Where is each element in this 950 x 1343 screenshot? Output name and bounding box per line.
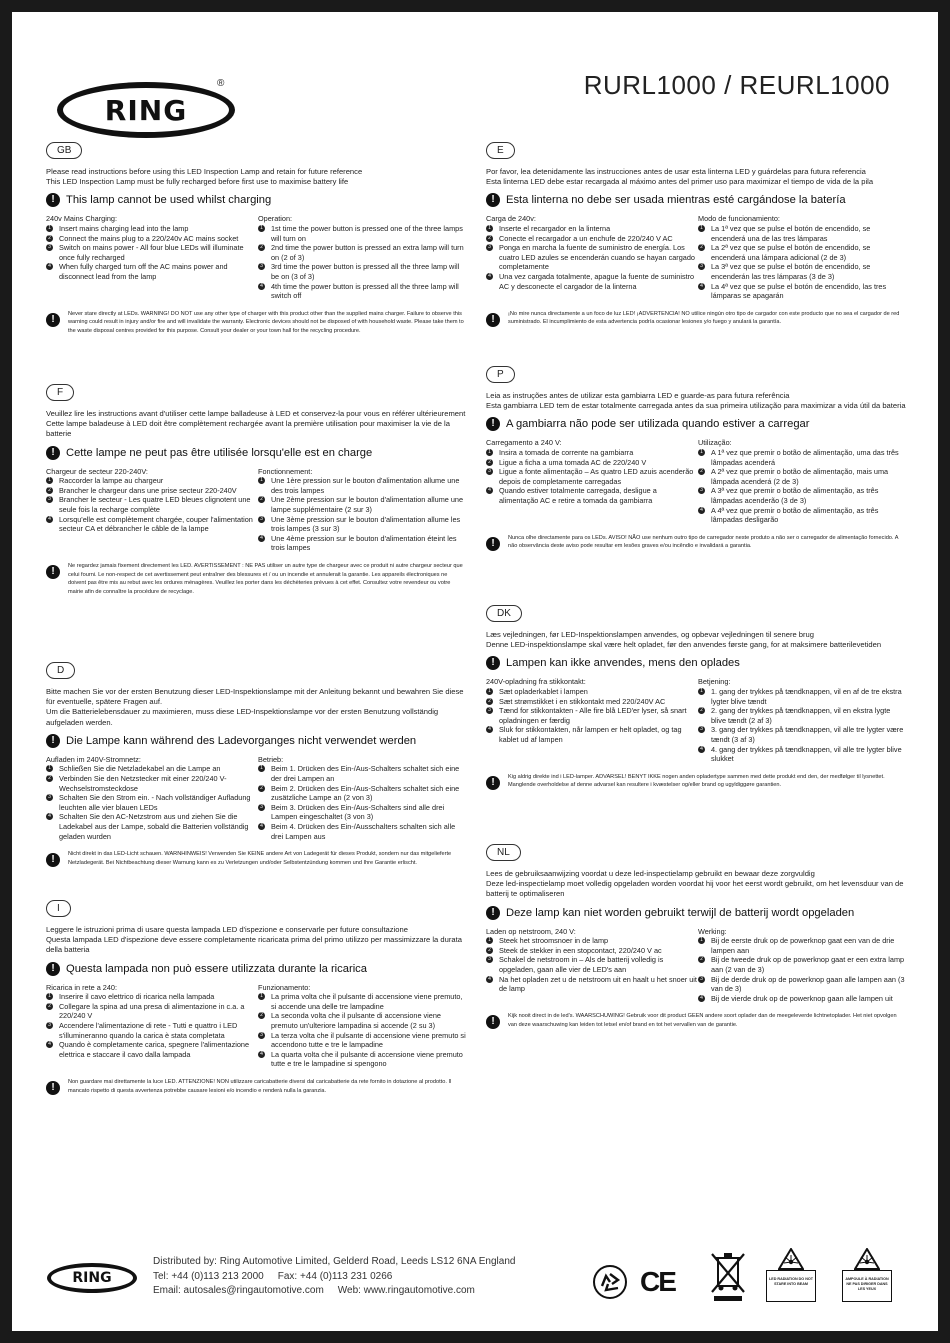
list-item: 2 Sæt strømstikket i en stikkontakt med 220/240V AC	[486, 697, 698, 707]
list-item: 4 Sluk for stikkontakten, når lampen er helt opladet, og tag kablet ud af lampen	[486, 725, 698, 744]
warning-heading: ! Lampen kan ikke anvendes, mens den oplades	[486, 656, 906, 670]
safety-note: ! Non guardare mai direttamente la luce LED. ATTENZIONE! NON utilizzare caricabatterie diversi dal caricabatterie da rete fornito in dotazione al prodotto. Il mancato rispetto di questa avvertenza potrebbe causare lesioni e/o incendio e renderà nulla la garanzia.	[46, 1078, 466, 1095]
list-item: 3 Switch on mains power - All four blue LEDs will illuminate once fully recharged	[46, 243, 258, 262]
ce-mark: CE	[640, 1266, 675, 1297]
list-item: 1 Insert mains charging lead into the lamp	[46, 224, 258, 234]
intro-line: Esta linterna LED debe estar recargada al máximo antes del primer uso para maximizar el tiempo de vida de la pila	[486, 177, 874, 187]
intro-text	[486, 869, 906, 900]
list-item: 2 Une 2ème pression sur le bouton d'alimentation allume une lampe supplémentaire (2 sur 3)	[258, 495, 466, 514]
list-item: 2 Verbinden Sie den Netzstecker mit einer 220/240 V-Wechselstromsteckdose	[46, 774, 258, 793]
section-dk	[486, 603, 906, 790]
language-tag: NL	[486, 844, 521, 861]
exclamation-icon: !	[486, 417, 500, 431]
list-item: 1 Steek het stroomsnoer in de lamp	[486, 936, 698, 946]
list-item: 2 Connect the mains plug to a 220/240v AC mains socket	[46, 234, 258, 244]
warning-heading: ! Die Lampe kann während des Ladevorganges nicht verwendet werden	[46, 734, 466, 748]
operation-title: Utilização:	[698, 438, 732, 448]
list-item: 1 Bij de eerste druk op de powerknop gaat een van de drie lampen aan	[698, 936, 906, 955]
operation-title: Modo de funcionamiento:	[698, 214, 780, 224]
exclamation-icon: !	[486, 537, 500, 551]
list-item: 4 Na het opladen zet u de netstroom uit en haalt u het snoer uit de lamp	[486, 975, 698, 994]
charging-title: 240V-opladning fra stikkontakt:	[486, 677, 586, 687]
operation-instructions	[698, 927, 906, 1004]
list-item: 4 Lorsqu'elle est complètement chargée, couper l'alimentation secteur CA et débrancher le câble de la lampe	[46, 515, 258, 534]
language-tag: P	[486, 366, 515, 383]
operation-title: Funzionamento:	[258, 982, 311, 992]
list-item: 1 1st time the power button is pressed one of the three lamps will turn on	[258, 224, 466, 243]
section-e	[486, 140, 906, 327]
list-item: 1 A 1ª vez que premir o botão de alimentação, uma das três lâmpadas acenderá	[698, 448, 906, 467]
list-item: 4 Quando estiver totalmente carregada, desligue a alimentação AC e retire a tomada da gambiarra	[486, 486, 698, 505]
intro-line: Please read instructions before using this LED Inspection Lamp and retain for future reference	[46, 167, 363, 176]
section-nl	[486, 842, 906, 1030]
list-item: 3 Ponga en marcha la fuente de suministro de energía. Los cuatro LED azules se encenderán cuando se hayan cargado completamente	[486, 243, 698, 272]
language-tag: D	[46, 662, 75, 679]
safety-note: ! Never stare directly at LEDs. WARNING! DO NOT use any other type of charger with this product other than the supplied mains charger. Failure to observe this warning could result in injury and/or fire and will invalidate the warranty. Electronic devices should not be disposed of with household waste. Please take them to the waste disposal centres provided for this purpose. Consult your dealer or your town hall for the recycling procedure.	[46, 310, 466, 336]
exclamation-icon: !	[486, 906, 500, 920]
list-item: 1 La prima volta che il pulsante di accensione viene premuto, si accende una delle tre lampadine	[258, 992, 466, 1011]
charging-title: Ricarica in rete a 240:	[46, 982, 117, 992]
registered-mark: ®	[217, 78, 225, 89]
list-item: 3 Schakel de netstroom in – Als de batterij volledig is opgeladen, gaan alle vier de LED's aan	[486, 955, 698, 974]
list-item: 2 2. gang der trykkes på tændknappen, vil en ekstra lygte blive tændt (2 af 3)	[698, 706, 906, 725]
list-item: 4 4th time the power button is pressed all the three lamp will switch off	[258, 282, 466, 301]
list-item: 1 Une 1ère pression sur le bouton d'alimentation allume une des trois lampes	[258, 476, 466, 495]
exclamation-icon: !	[46, 1081, 60, 1095]
list-item: 2 2nd time the power button is pressed an extra lamp will turn on (2 of 3)	[258, 243, 466, 262]
intro-line: Por favor, lea detenidamente las instrucciones antes de usar esta linterna LED y guárdelas para futura referencia	[486, 167, 866, 176]
charging-title: 240v Mains Charging:	[46, 214, 117, 224]
charging-title: Chargeur de secteur 220-240V:	[46, 466, 148, 476]
list-item: 3 3rd time the power button is pressed all the three lamp will be on (3 of 3)	[258, 262, 466, 281]
operation-title: Betrieb:	[258, 754, 284, 764]
list-item: 4 Une 4ème pression sur le bouton d'alimentation éteint les trois lampes	[258, 534, 466, 553]
list-item: 2 A 2ª vez que premir o botão de alimentação, mais uma lâmpada acenderá (2 de 3)	[698, 467, 906, 486]
list-item: 3 Bij de derde druk op de powerknop gaan alle lampen aan (3 van de 3)	[698, 975, 906, 994]
laser-warning-label-2: AMPOULE À RADIATION NE PAS DIRIGER DANS LES YEUX	[840, 1248, 894, 1304]
list-item: 3 Beim 3. Drücken des Ein-/Aus-Schalters sind alle drei Lampen eingeschaltet (3 von 3)	[258, 803, 466, 822]
intro-line: Deze led-inspectielamp moet volledig opgeladen worden voordat hij voor het eerst wordt gebruikt, om het levensduur van de batterij te optimaliseren	[486, 879, 904, 899]
operation-instructions	[698, 677, 906, 763]
intro-line: Cette lampe baladeuse à LED doit être complètement rechargée avant la première utilisation pour maximiser la vie de la batterie	[46, 419, 450, 439]
charging-instructions	[486, 927, 698, 1004]
list-item: 3 Brancher le secteur - Les quatre LED bleues clignotent une seule fois la recharge complète	[46, 495, 258, 514]
intro-text	[486, 630, 906, 650]
operation-instructions	[258, 983, 466, 1069]
operation-instructions	[258, 467, 466, 553]
intro-line: Veuillez lire les instructions avant d'utiliser cette lampe balladeuse à LED et conservez-la pour vous en référer ultérieurement	[46, 409, 466, 418]
intro-text	[46, 687, 466, 728]
language-tag: I	[46, 900, 71, 917]
tel: Tel: +44 (0)113 213 2000	[153, 1270, 264, 1282]
list-item: 2 La 2ª vez que se pulse el botón de encendido, se encenderá una lámpara adicional (2 de 3)	[698, 243, 906, 262]
list-item: 3 3. gang der trykkes på tændknappen, vil alle tre lygter være tændt (3 af 3)	[698, 725, 906, 744]
list-item: 2 Brancher le chargeur dans une prise secteur 220-240V	[46, 486, 258, 496]
list-item: 1 Schließen Sie die Netzladekabel an die Lampe an	[46, 764, 258, 774]
language-tag: GB	[46, 142, 82, 159]
list-item: 4 Schalten Sie den AC-Netzstrom aus und ziehen Sie die Ladekabel aus der Lampe, sobald die Batterien vollständig geladen wurden	[46, 812, 258, 841]
model-title: RURL1000 / REURL1000	[583, 70, 890, 100]
exclamation-icon: !	[46, 446, 60, 460]
list-item: 3 Tænd for stikkontakten - Alle fire blå LED'er lyser, så snart opladningen er færdig	[486, 706, 698, 725]
list-item: 2 Collegare la spina ad una presa di alimentazione in c.a. a 220/240 V	[46, 1002, 258, 1021]
operation-instructions	[258, 214, 466, 300]
list-item: 3 La terza volta che il pulsante di accensione viene premuto si accendono tutte e tre le lampadine	[258, 1031, 466, 1050]
language-tag: F	[46, 384, 74, 401]
recycling-icon	[592, 1264, 628, 1300]
exclamation-icon: !	[486, 1015, 500, 1029]
intro-line: Læs vejledningen, før LED-Inspektionslampen anvendes, og opbevar vejledningen til senere brug	[486, 630, 814, 639]
list-item: 1 Insira a tomada de corrente na gambiarra	[486, 448, 698, 458]
section-i	[46, 898, 466, 1095]
intro-line: Leggere le istruzioni prima di usare questa lampada LED d'ispezione e conservarle per future consultazione	[46, 925, 408, 934]
web: Web: www.ringautomotive.com	[337, 1285, 475, 1296]
contact-block	[153, 1255, 515, 1299]
language-tag: E	[486, 142, 515, 159]
list-item: 2 Beim 2. Drücken des Ein-/Aus-Schalters schaltet sich eine zusätzliche Lampe an (2 von 3)	[258, 784, 466, 803]
section-p	[486, 364, 906, 551]
list-item: 4 Quando è completamente carica, spegnere l'alimentazione elettrica e staccare il cavo dalla lampada	[46, 1040, 258, 1059]
operation-instructions	[698, 214, 906, 300]
list-item: 1 La 1ª vez que se pulse el botón de encendido, se encenderá una de las tres lámparas	[698, 224, 906, 243]
list-item: 3 A 3ª vez que premir o botão de alimentação, as três lâmpadas acenderão (3 de 3)	[698, 486, 906, 505]
list-item: 4 Beim 4. Drücken des Ein-/Ausschalters schalten sich alle drei Lampen aus	[258, 822, 466, 841]
warning-heading: ! Deze lamp kan niet worden gebruikt terwijl de batterij wordt opgeladen	[486, 906, 906, 920]
list-item: 3 Ligue a fonte alimentação – As quatro LED azuis acenderão depois de completamente carregadas	[486, 467, 698, 486]
list-item: 4 La 4ª vez que se pulse el botón de encendido, las tres lámparas se apagarán	[698, 282, 906, 301]
warning-heading: ! This lamp cannot be used whilst charging	[46, 193, 466, 207]
charging-title: Carga de 240v:	[486, 214, 536, 224]
charging-title: Aufladen im 240V-Stromnetz:	[46, 754, 141, 764]
charging-title: Laden op netstroom, 240 V:	[486, 926, 576, 936]
list-item: 4 4. gang der trykkes på tændknappen, vil alle tre lygter blive slukket	[698, 745, 906, 764]
charging-title: Carregamento a 240 V:	[486, 438, 562, 448]
list-item: 3 Schalten Sie den Strom ein. - Nach vollständiger Aufladung leuchten alle vier blauen LEDs	[46, 793, 258, 812]
intro-text	[46, 167, 466, 187]
ring-logo: RING	[57, 82, 235, 138]
charging-instructions	[46, 983, 258, 1069]
list-item: 2 Conecte el recargador a un enchufe de 220/240 V AC	[486, 234, 698, 244]
exclamation-icon: !	[486, 656, 500, 670]
list-item: 3 Une 3ème pression sur le bouton d'alimentation allume les trois lampes (3 sur 3)	[258, 515, 466, 534]
safety-note: ! ¡No mire nunca directamente a un foco de luz LED! ¡ADVERTENCIA! NO utilice ningún otro tipo de cargador con este producto que no sea el cargador de red suministrado. El incumplimiento de esta advertencia podría ocasionar lesiones y/o fuego y anulará la garantía.	[486, 310, 906, 327]
language-tag: DK	[486, 605, 522, 622]
exclamation-icon: !	[46, 193, 60, 207]
laser-warning-label-1: LED RADIATION DO NOT STARE INTO BEAM	[764, 1248, 818, 1304]
safety-note: ! Kig aldrig direkte ind i LED-lamper. ADVARSEL! BENYT IKKE nogen anden opladertype sammen med dette produkt end den, der medfølger til lysnettet. Manglende overholdelse af denne advarsel kan resultere i kvæstelser og/eller brand og ugyldiggøre garantien.	[486, 773, 906, 790]
list-item: 2 Steek de stekker in een stopcontact, 220/240 V ac	[486, 946, 698, 956]
warning-heading: ! Cette lampe ne peut pas être utilisée lorsqu'elle est en charge	[46, 446, 466, 460]
list-item: 2 Bij de tweede druk op de powerknop gaat er een extra lamp aan (2 van de 3)	[698, 955, 906, 974]
charging-instructions	[486, 677, 698, 763]
safety-note: ! Ne regardez jamais fixement directement les LED. AVERTISSEMENT : NE PAS utiliser un autre type de chargeur avec ce produit ni autre chargeur secteur que celui fourni. Le non-respect de cet avertissement peut entraîner des blessures et / ou un incendie et annulerait la garantie. Les appareils électroniques ne doivent pas être mis au rebut avec les ordures ménagères. Veuillez les porter dans les déchèteries prévues à cet effet. Consultez votre revendeur ou votre mairie afin de connaître la procédure de recyclage.	[46, 562, 466, 596]
laser-triangle-icon	[854, 1248, 880, 1270]
list-item: 1 1. gang der trykkes på tændknappen, vil en af de tre ekstra lygter blive tændt	[698, 687, 906, 706]
exclamation-icon: !	[46, 565, 60, 579]
list-item: 1 Raccorder la lampe au chargeur	[46, 476, 258, 486]
list-item: 2 Ligue a ficha a uma tomada AC de 220/240 V	[486, 458, 698, 468]
intro-text	[46, 925, 466, 956]
operation-title: Operation:	[258, 214, 293, 224]
operation-title: Betjening:	[698, 677, 731, 687]
list-item: 3 La 3ª vez que se pulse el botón de encendido, se encenderán las tres lámparas (3 de 3)	[698, 262, 906, 281]
compliance-marks	[590, 1248, 900, 1308]
list-item: 4 La quarta volta che il pulsante di accensione viene premuto tutte e tre le lampadine si spengono	[258, 1050, 466, 1069]
warning-heading: ! Esta linterna no debe ser usada mientras esté cargándose la batería	[486, 193, 906, 207]
list-item: 4 Una vez cargada totalmente, apague la fuente de suministro AC y desconecte el cargador de la linterna	[486, 272, 698, 291]
intro-line: Um die Batterielebensdauer zu maximieren, muss diese LED-Inspektionslampe vor der ersten Benutzung vollständig aufgeladen werden.	[46, 707, 439, 727]
list-item: 3 Accendere l'alimentazione di rete - Tutti e quattro i LED s'illumineranno quando la carica è stata completata	[46, 1021, 258, 1040]
list-item: 1 Sæt opladerkablet i lampen	[486, 687, 698, 697]
exclamation-icon: !	[46, 734, 60, 748]
laser-triangle-icon	[778, 1248, 804, 1270]
weee-bin-icon	[708, 1250, 748, 1302]
section-d	[46, 660, 466, 867]
warning-heading: ! Questa lampada non può essere utilizzata durante la ricarica	[46, 962, 466, 976]
warning-heading: ! A gambiarra não pode ser utilizada quando estiver a carregar	[486, 417, 906, 431]
intro-line: Denne LED-inspektionslampe skal være helt opladet, før den anvendes første gang, for at maksimere batterilevetiden	[486, 640, 882, 650]
intro-line: Bitte machen Sie vor der ersten Benutzung dieser LED-Inspektionslampe mit der Anleitung bekannt und bewahren Sie diese für eventuelle, spätere Fragen auf.	[46, 687, 464, 707]
intro-text	[486, 391, 906, 411]
operation-title: Werking:	[698, 926, 727, 936]
safety-note: ! Nunca olhe directamente para os LEDs. AVISO! NÃO use nenhum outro tipo de carregador neste produto a não ser o carregador de alimentação fornecido. A não observância deste aviso pode resultar em lesões graves e/ou incêndio e invalidará a garantia.	[486, 534, 906, 551]
list-item: 4 When fully charged turn off the AC mains power and disconnect lead from the lamp	[46, 262, 258, 281]
charging-instructions	[486, 438, 698, 524]
safety-note: ! Nicht direkt in das LED-Licht schauen. WARNHINWEIS! Verwenden Sie KEINE andere Art von Ladegerät für dieses Produkt, sondern nur das mitgelieferte Netzladegerät. Bei Nichtbeachtung dieser Warnung kann es zu Verletzungen und/oder Selbstentzündung kommen und Ihre Garantie erlischt.	[46, 850, 466, 867]
section-f	[46, 382, 466, 596]
distributor-line: Distributed by: Ring Automotive Limited, Gelderd Road, Leeds LS12 6NA England	[153, 1256, 516, 1267]
exclamation-icon: !	[46, 962, 60, 976]
charging-instructions	[46, 467, 258, 553]
list-item: 2 La seconda volta che il pulsante di accensione viene premuto un'ulteriore lampadina si accende (2 su 3)	[258, 1011, 466, 1030]
fax: Fax: +44 (0)113 231 0266	[277, 1270, 393, 1282]
intro-text	[486, 167, 906, 187]
charging-instructions	[46, 755, 258, 841]
operation-title: Fonctionnement:	[258, 466, 313, 476]
list-item: 1 Beim 1. Drücken des Ein-/Aus-Schalters schaltet sich eine der drei Lampen an	[258, 764, 466, 783]
charging-instructions	[46, 214, 258, 300]
charging-instructions	[486, 214, 698, 300]
email: Email: autosales@ringautomotive.com	[153, 1285, 324, 1296]
list-item: 4 A 4ª vez que premir o botão de alimentação, as três lâmpadas desligarão	[698, 506, 906, 525]
intro-line: Lees de gebruiksaanwijzing voordat u deze led-inspectielamp gebruikt en bewaar deze zorgvuldig	[486, 869, 815, 878]
exclamation-icon: !	[486, 193, 500, 207]
list-item: 4 Bij de vierde druk op de powerknop gaan alle lampen uit	[698, 994, 906, 1004]
section-gb	[46, 140, 466, 336]
intro-line: This LED Inspection Lamp must be fully recharged before first use to maximise battery life	[46, 177, 349, 187]
exclamation-icon: !	[486, 313, 500, 327]
exclamation-icon: !	[486, 776, 500, 790]
exclamation-icon: !	[46, 313, 60, 327]
list-item: 1 Inserire il cavo elettrico di ricarica nella lampada	[46, 992, 258, 1002]
intro-line: Leia as instruções antes de utilizar esta gambiarra LED e guarde-as para futura referência	[486, 391, 790, 400]
intro-line: Esta gambiarra LED tem de estar totalmente carregada antes da sua primeira utilização para maximizar a vida útil da bateria	[486, 401, 906, 411]
intro-text	[46, 409, 466, 440]
intro-line: Questa lampada LED d'ispezione deve essere completamente ricaricata prima del primo utilizzo per massimizzare la durata della batteria	[46, 935, 462, 955]
operation-instructions	[698, 438, 906, 524]
footer-ring-logo: RING	[47, 1263, 137, 1293]
operation-instructions	[258, 755, 466, 841]
safety-note: ! Kijk nooit direct in de led's. WAARSCHUWING! Gebruik voor dit product GEEN andere soort oplader dan de meegeleverde lichtnetoplader. Het niet opvolgen van deze waarschuwing kan leiden tot letsel en/of brand en tot het vervallen van de garantie.	[486, 1012, 906, 1029]
exclamation-icon: !	[46, 853, 60, 867]
list-item: 1 Inserte el recargador en la linterna	[486, 224, 698, 234]
